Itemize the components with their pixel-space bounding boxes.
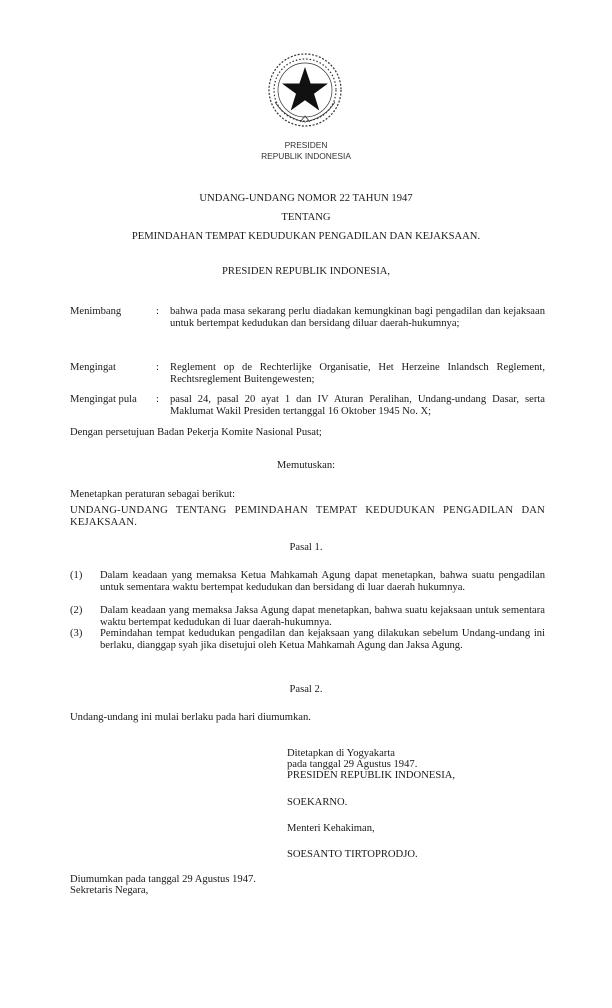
pasal-1-item: Pemindahan tempat kedudukan pengadilan dan kejaksaan yang dilakukan sebelum Undang-undang ini berlaku, dianggap syah jika disetujui oleh Ketua Mahkamah Agung dan Jaksa Agung. <box>100 628 545 651</box>
item-number: (1) <box>70 570 83 581</box>
mengingat-text: Reglement op de Rechterlijke Organisatie, Het Herzeine Inlandsch Reglement, Rechtsreglement Buitengewesten; <box>170 362 545 385</box>
menimbang-colon: : <box>156 306 159 317</box>
title-tentang: TENTANG <box>281 212 331 223</box>
pasal-2-text: Undang-undang ini mulai berlaku pada hari diumumkan. <box>70 712 311 723</box>
pasal-2-heading: Pasal 2. <box>289 684 323 695</box>
pasal-1-heading: Pasal 1. <box>289 542 323 553</box>
presidential-seal-icon <box>265 50 345 130</box>
menimbang-label: Menimbang <box>70 306 122 317</box>
item-number: (3) <box>70 628 83 639</box>
establish-text: Menetapkan peraturan sebagai berikut: <box>70 489 236 500</box>
law-name: UNDANG-UNDANG TENTANG PEMINDAHAN TEMPAT KEDUDUKAN PENGADILAN DAN KEJAKSAAN. <box>70 505 545 528</box>
mengingat-label: Mengingat <box>70 362 116 373</box>
law-number-title: UNDANG-UNDANG NOMOR 22 TAHUN 1947 <box>199 193 413 204</box>
item-number: (2) <box>70 605 83 616</box>
law-subject-title: PEMINDAHAN TEMPAT KEDUDUKAN PENGADILAN DAN KEJAKSAAN. <box>131 231 481 242</box>
menimbang-text: bahwa pada masa sekarang perlu diadakan kemungkinan bagi pengadilan dan kejaksaan untuk bertempat kedudukan dan bersidang diluar daerah-hukumnya; <box>170 306 545 329</box>
minister-name: SOESANTO TIRTOPRODJO. <box>287 849 418 860</box>
emblem-caption-line2: REPUBLIK INDONESIA <box>261 151 351 161</box>
approval-text: Dengan persetujuan Badan Pekerja Komite Nasional Pusat; <box>70 427 322 438</box>
signature-office: PRESIDEN REPUBLIK INDONESIA, <box>287 770 456 781</box>
signature-date: pada tanggal 29 Agustus 1947. <box>287 759 418 770</box>
promulgation-date: Diumumkan pada tanggal 29 Agustus 1947. <box>70 874 256 885</box>
pasal-1-item: Dalam keadaan yang memaksa Ketua Mahkamah Agung dapat menetapkan, bahwa suatu pengadilan untuk sementara waktu bertempat kedudukan dan bersidang di luar daerah hukumnya. <box>100 570 545 593</box>
pasal-1-item: Dalam keadaan yang memaksa Jaksa Agung dapat menetapkan, bahwa suatu kejaksaan untuk sementara waktu bertempat kedudukan di luar daerah-hukumnya. <box>100 605 545 628</box>
president-name: SOEKARNO. <box>287 797 348 808</box>
emblem-caption-line1: PRESIDEN <box>284 140 328 150</box>
minister-title: Menteri Kehakiman, <box>287 823 375 834</box>
mengingat-colon: : <box>156 362 159 373</box>
decision-heading: Memutuskan: <box>276 460 336 471</box>
mengingat-pula-text: pasal 24, pasal 20 ayat 1 dan IV Aturan Peralihan, Undang-undang Dasar, serta Maklumat Wakil Presiden tertanggal 16 Oktober 1945 No. X; <box>170 394 545 417</box>
signature-place: Ditetapkan di Yogyakarta <box>287 748 395 759</box>
secretary-of-state: Sekretaris Negara, <box>70 885 149 896</box>
mengingat-pula-label: Mengingat pula <box>70 394 137 405</box>
issuer-heading: PRESIDEN REPUBLIK INDONESIA, <box>221 266 391 277</box>
mengingat-pula-colon: : <box>156 394 159 405</box>
